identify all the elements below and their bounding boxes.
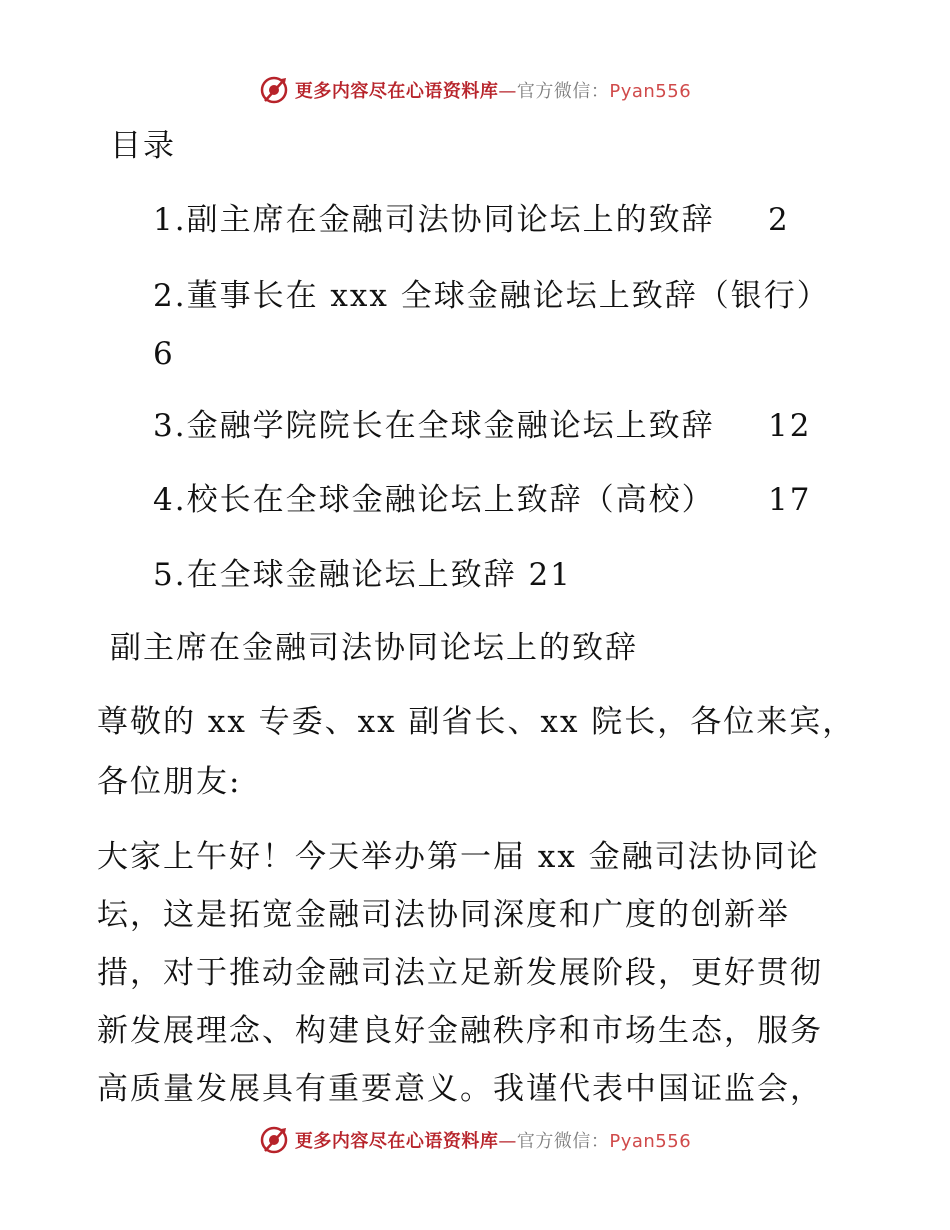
- toc-item-2[interactable]: [153, 276, 830, 316]
- watermark-header: [0, 70, 950, 110]
- section-title: 副主席在金融司法协同论坛上的致辞: [110, 630, 638, 666]
- toc-item-4[interactable]: [153, 480, 812, 520]
- toc-item-page: 2: [768, 202, 790, 238]
- toc-item-label: 2.董事长在 xxx 全球金融论坛上致辞（银行）: [153, 278, 830, 314]
- toc-item-label: 1.副主席在金融司法协同论坛上的致辞: [153, 202, 715, 238]
- watermark-text: 更多内容尽在心语资料库—官方微信：Pyan556: [294, 1131, 692, 1152]
- toc-item-3[interactable]: [153, 406, 812, 446]
- toc-item-1[interactable]: [153, 200, 790, 240]
- watermark-text: 更多内容尽在心语资料库—官方微信：Pyan556: [294, 81, 692, 102]
- watermark-footer: [0, 1120, 950, 1160]
- paragraph-line: 措，对于推动金融司法立足新发展阶段，更好贯彻: [97, 955, 823, 991]
- paragraph-line: 大家上午好！今天举办第一届 xx 金融司法协同论: [97, 839, 820, 875]
- toc-item-page: 12: [768, 408, 812, 444]
- toc-title: 目录: [110, 128, 176, 164]
- toc-item-label: 4.校长在全球金融论坛上致辞（高校）: [153, 482, 715, 518]
- toc-item-page: 17: [768, 482, 812, 518]
- paragraph-line: 高质量发展具有重要意义。我谨代表中国证监会，: [97, 1071, 823, 1107]
- paragraph-line: 新发展理念、构建良好金融秩序和市场生态，服务: [97, 1013, 823, 1049]
- toc-item-5[interactable]: [153, 555, 572, 595]
- toc-item-label: 5.在全球金融论坛上致辞: [153, 557, 517, 593]
- quill-circle-icon: [259, 75, 289, 105]
- toc-item-label: 3.金融学院院长在全球金融论坛上致辞: [153, 408, 715, 444]
- quill-circle-icon: [259, 1125, 289, 1155]
- toc-item-2-page: 6: [153, 336, 175, 372]
- paragraph-line: 尊敬的 xx 专委、xx 副省长、xx 院长，各位来宾，: [97, 704, 856, 740]
- toc-item-page: 21: [528, 557, 572, 593]
- paragraph-line: 坛，这是拓宽金融司法协同深度和广度的创新举: [97, 897, 790, 933]
- paragraph-line: 各位朋友:: [97, 764, 242, 800]
